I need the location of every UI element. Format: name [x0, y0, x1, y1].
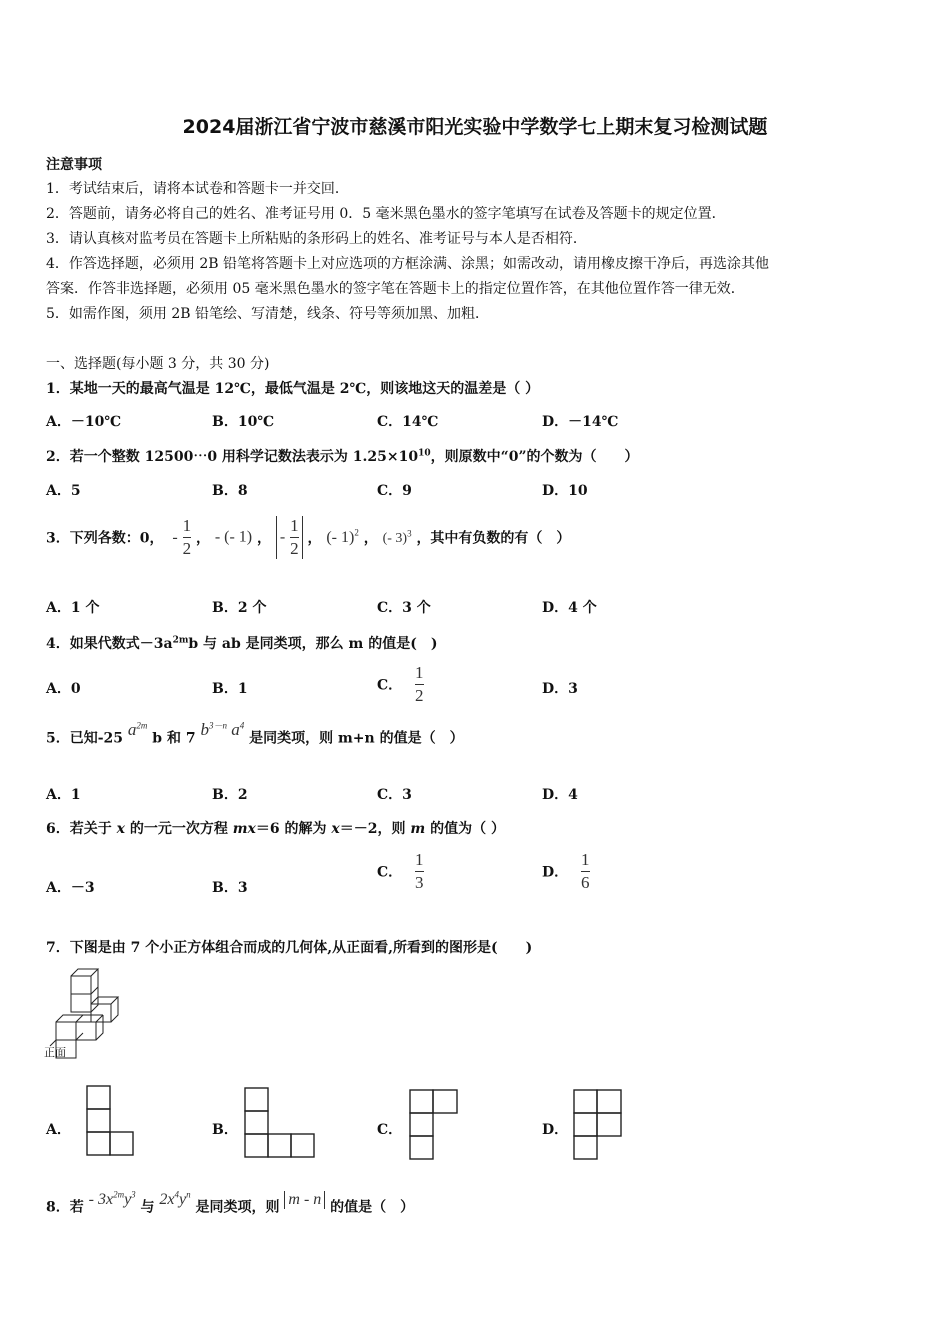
q3-abs-num: 1 — [290, 516, 299, 535]
q1-option-b: B．10℃ — [212, 414, 275, 430]
front-label: 正面 — [44, 1046, 66, 1059]
q3-absolute-value — [276, 516, 303, 559]
q3-option-a: A．1 个 — [46, 600, 100, 616]
q6-option-b: B．3 — [212, 880, 248, 896]
q3-minus: - — [172, 528, 178, 546]
q4-option-a: A．0 — [46, 681, 81, 697]
q4-c-num: 1 — [415, 663, 424, 682]
q2-text-pre: 2．若一个整数 12500⋯0 用科学记数法表示为 1.25×10 — [46, 449, 419, 465]
q3-abs-sign: - — [279, 528, 286, 546]
notice-item: 2．答题前，请务必将自己的姓名、准考证号用 0．5 毫米黑色墨水的签字笔填写在试卷及答题卡的规定位置． — [46, 206, 726, 222]
q3-term-5-base: (- 3) — [382, 530, 408, 546]
q5-a-exp: 2m — [136, 720, 148, 730]
q6-option-d — [542, 850, 590, 893]
q6-var-x: x — [116, 821, 125, 837]
q3-frac-num: 1 — [182, 516, 192, 535]
q2-exponent: 10 — [418, 448, 431, 459]
q2-option-b: B．8 — [212, 483, 248, 499]
notice-item: 5．如需作图，须用 2B 铅笔绘、写清楚，线条、符号等须加黑、加粗． — [46, 306, 490, 322]
q7-option-d-figure — [573, 1089, 625, 1161]
q7-option-d: D． — [542, 1122, 569, 1138]
question-3 — [46, 516, 570, 559]
q7-option-a: A． — [46, 1122, 71, 1138]
q2-option-a: A．5 — [46, 483, 81, 499]
section-heading: 一、选择题(每小题 3 分，共 30 分) — [46, 356, 270, 372]
q1-option-a: A．－10℃ — [46, 414, 122, 430]
q6-c-num: 1 — [415, 850, 424, 869]
q6-option-c — [377, 850, 424, 893]
q7-option-b-figure — [244, 1087, 320, 1161]
q6-option-d-label: D． — [542, 864, 569, 881]
q8-absolute-value: m - n — [284, 1191, 325, 1209]
q6-option-c-label: C． — [377, 864, 403, 881]
question-6 — [46, 818, 505, 838]
q6-option-d-fraction — [581, 850, 590, 893]
fraction-bar — [415, 871, 424, 872]
notice-heading: 注意事项 — [46, 157, 102, 173]
question-1: 1．某地一天的最高气温是 12℃，最低气温是 2℃，则该地这天的温差是（ ） — [46, 381, 540, 397]
q6-option-c-fraction — [415, 850, 424, 893]
q3-option-c: C．3 个 — [377, 600, 431, 616]
q7-option-c-figure — [409, 1089, 461, 1161]
q5-mid: b 和 7 — [152, 730, 196, 747]
question-7: 7．下图是由 7 个小正方体组合而成的几何体,从正面看,所看到的图形是( ) — [46, 940, 533, 956]
q8-post: 的值是（ ） — [330, 1199, 415, 1216]
notice-item: 3．请认真核对监考员在答题卡上所粘贴的条形码上的姓名、准考证号与本人是否相符． — [46, 231, 587, 247]
q2-option-d: D．10 — [542, 483, 588, 499]
q2-option-c: C．9 — [377, 483, 412, 499]
fraction-bar — [581, 871, 590, 872]
q3-term-4-base: (- 1) — [326, 529, 355, 547]
q5-a: a — [127, 719, 137, 739]
q5-option-a: A．1 — [46, 787, 81, 803]
question-2 — [46, 446, 639, 466]
q8-term-1 — [89, 1191, 136, 1208]
q8-t1: - 3x — [88, 1191, 114, 1209]
q3-comma: ， — [307, 530, 322, 547]
q8-t1-e1: 2m — [113, 1190, 125, 1200]
q3-fraction — [183, 516, 192, 559]
q5-pre: 5．已知-25 — [46, 730, 124, 747]
q6-var-x2: x — [331, 821, 340, 837]
q3-term-4-exp: 2 — [354, 527, 359, 538]
q4-option-b: B．1 — [212, 681, 248, 697]
q3-comma: ， — [257, 530, 271, 547]
q8-t1-e2: 3 — [131, 1190, 136, 1200]
q5-a2-exp: 4 — [239, 720, 245, 730]
q6-t3: ＝6 的解为 — [255, 821, 332, 837]
q4-option-c-label: C． — [377, 677, 403, 694]
q7-option-c: C． — [377, 1122, 403, 1138]
notice-item: 1．考试结束后，请将本试卷和答题卡一并交回． — [46, 181, 349, 197]
q3-pre: 3．下列各数：0， — [46, 530, 164, 547]
q5-option-c: C．3 — [377, 787, 412, 803]
q8-mid2: 是同类项，则 — [195, 1199, 280, 1216]
q8-mid: 与 — [140, 1199, 155, 1216]
q4-option-c-fraction — [415, 663, 424, 706]
notice-item: 答案．作答非选择题，必须用 05 毫米黑色墨水的签字笔在答题卡上的指定位置作答，在其他位置作答一律无效． — [46, 281, 745, 297]
q3-abs-fraction — [290, 516, 299, 559]
q2-text-post: ，则原数中“0”的个数为（ ） — [430, 449, 639, 465]
q6-d-den: 6 — [581, 873, 590, 892]
q3-option-d: D．4 个 — [542, 600, 597, 616]
q3-comma: ， — [363, 530, 378, 547]
q8-pre: 8．若 — [46, 1199, 84, 1216]
q3-term-5-exp: 3 — [407, 528, 412, 539]
q6-option-a: A．－3 — [46, 880, 95, 896]
q3-term-5 — [382, 528, 412, 546]
q8-t2: 2x — [159, 1191, 175, 1209]
q8-t1-y: y — [124, 1191, 132, 1209]
q6-t2: 的一元一次方程 — [124, 821, 233, 837]
q1-option-d: D．－14℃ — [542, 414, 619, 430]
q3-comma: ， — [195, 530, 210, 547]
notice-item: 4．作答选择题，必须用 2B 铅笔将答题卡上对应选项的方框涂满、涂黑；如需改动，请用橡皮擦干净后，再选涂其他 — [46, 256, 769, 272]
q7-option-a-figure — [86, 1085, 138, 1159]
q6-var-mx: mx — [232, 821, 256, 837]
q8-t2-y: y — [179, 1191, 187, 1209]
fraction-bar — [290, 537, 299, 538]
fraction-bar — [415, 684, 424, 685]
question-5 — [46, 719, 464, 748]
q4-pre: 4．如果代数式－3a — [46, 636, 173, 652]
q8-t2-e2: n — [186, 1190, 191, 1200]
q5-option-b: B．2 — [212, 787, 248, 803]
question-4 — [46, 633, 437, 653]
q4-post: b 与 ab 是同类项，那么 m 的值是( ) — [188, 636, 438, 652]
q5-term-a — [128, 720, 148, 739]
q4-option-d: D．3 — [542, 681, 578, 697]
q6-t1: 6．若关于 — [46, 821, 117, 837]
q4-exponent: 2m — [172, 635, 189, 646]
q5-option-d: D．4 — [542, 787, 578, 803]
q5-b: b — [200, 719, 209, 739]
q6-d-num: 1 — [581, 850, 590, 869]
q3-abs-den: 2 — [290, 539, 299, 558]
q1-option-c: C．14℃ — [377, 414, 439, 430]
q3-option-b: B．2 个 — [212, 600, 267, 616]
question-8 — [46, 1190, 415, 1216]
q4-c-den: 2 — [415, 686, 424, 705]
q6-t5: 的值为（ ） — [425, 821, 505, 837]
q3-frac-den: 2 — [182, 539, 192, 558]
q5-a2: a — [231, 719, 240, 739]
page-title: 2024届浙江省宁波市慈溪市阳光实验中学数学七上期末复习检测试题 — [182, 116, 768, 138]
q3-post: ，其中有负数的有（ ） — [416, 530, 571, 547]
q8-term-2 — [159, 1191, 190, 1208]
q7-option-b: B． — [212, 1122, 238, 1138]
q3-term-2: - (- 1) — [214, 528, 253, 546]
q5-term-b — [200, 720, 244, 739]
q6-c-den: 3 — [415, 873, 424, 892]
fraction-bar — [183, 537, 192, 538]
q4-option-c — [377, 663, 424, 706]
q8-t2-e1: 4 — [174, 1190, 180, 1200]
q3-term-4 — [326, 529, 358, 546]
q5-b-exp: 3－n — [208, 720, 227, 730]
q6-t4: ＝－2，则 — [339, 821, 411, 837]
q5-post: 是同类项，则 m+n 的值是（ ） — [249, 730, 464, 747]
q6-var-m: m — [410, 821, 426, 837]
